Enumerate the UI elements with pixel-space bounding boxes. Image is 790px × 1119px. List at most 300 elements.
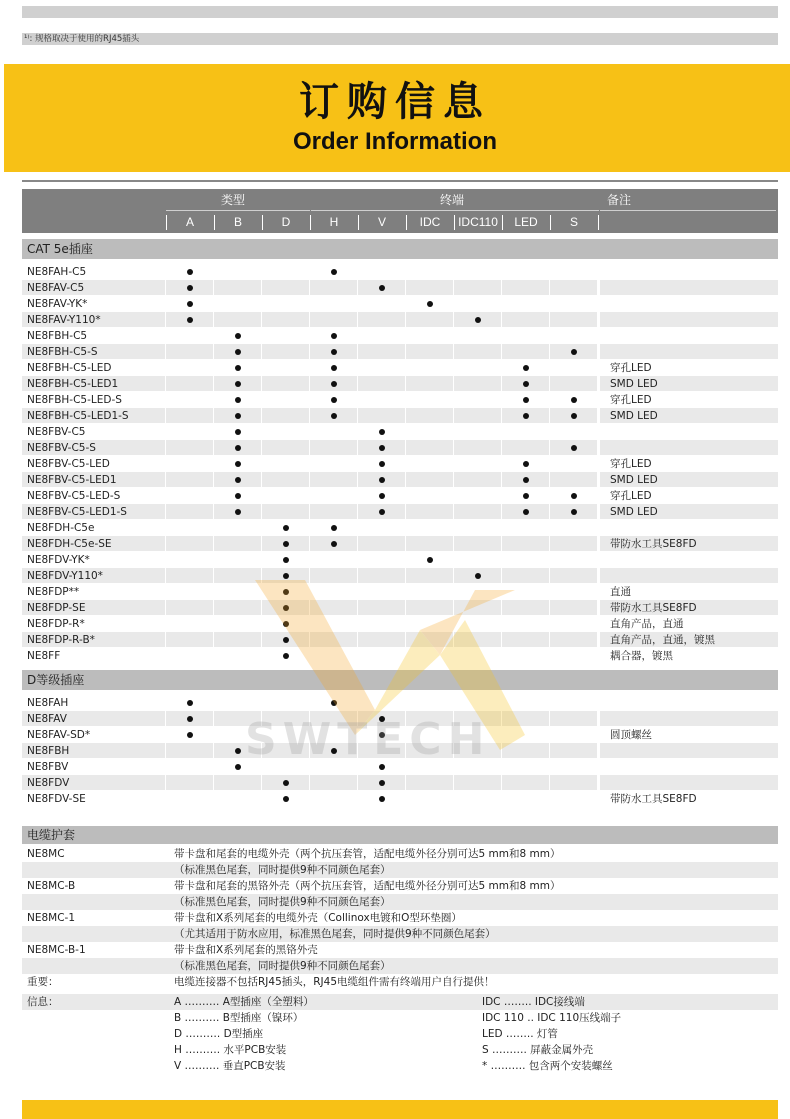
part-number: NE8FBV-C5-LED [27, 458, 110, 470]
feature-dot [379, 796, 385, 802]
feature-dot [379, 429, 385, 435]
cable-description: （标准黑色尾套，同时提供9种不同颜色尾套） [174, 864, 391, 876]
table-cell [310, 616, 357, 631]
table-row [22, 775, 778, 791]
table-cell [358, 552, 405, 567]
feature-dot [331, 700, 337, 706]
table-cell [550, 759, 597, 774]
table-cell [358, 584, 405, 599]
part-number: NE8FBH-C5-LED1 [27, 378, 119, 390]
row-note: 直角产品，直通，镀黑 [610, 634, 715, 646]
table-row [22, 360, 778, 376]
row-note: SMD LED [610, 474, 658, 486]
feature-dot [283, 653, 289, 659]
table-cell [166, 344, 213, 359]
feature-dot [571, 509, 577, 515]
feature-dot [523, 397, 529, 403]
part-number: NE8FBV-C5-LED-S [27, 490, 121, 502]
table-cell [262, 392, 309, 407]
feature-dot [571, 413, 577, 419]
table-cell [454, 344, 501, 359]
table-cell [166, 472, 213, 487]
table-cell [310, 600, 357, 615]
table-cell [406, 408, 453, 423]
part-number: NE8FDV-YK* [27, 554, 90, 566]
table-cell [406, 488, 453, 503]
cable-description: （标准黑色尾套，同时提供9种不同颜色尾套） [174, 896, 391, 908]
table-cell [454, 552, 501, 567]
feature-dot [283, 573, 289, 579]
table-cell [454, 360, 501, 375]
feature-dot [187, 301, 193, 307]
header-underline-termination [311, 210, 599, 211]
part-number: NE8FBV [27, 761, 69, 773]
column-header: D [281, 215, 291, 229]
cable-row [22, 926, 778, 942]
part-number: NE8FAV-C5 [27, 282, 85, 294]
table-cell [454, 328, 501, 343]
feature-dot [283, 557, 289, 563]
table-row [22, 456, 778, 472]
table-cell [310, 424, 357, 439]
table-cell [214, 568, 261, 583]
table-cell [502, 632, 549, 647]
feature-dot [571, 349, 577, 355]
feature-dot [187, 269, 193, 275]
table-cell [166, 424, 213, 439]
table-cell [454, 280, 501, 295]
table-cell [406, 775, 453, 790]
table-cell [358, 520, 405, 535]
feature-dot [379, 461, 385, 467]
table-cell [406, 392, 453, 407]
table-cell [166, 648, 213, 663]
bottom-banner [22, 1100, 778, 1119]
part-number: NE8FBV-C5-LED1-S [27, 506, 127, 518]
feature-dot [235, 493, 241, 499]
table-cell [550, 456, 597, 471]
table-cell [262, 695, 309, 710]
feature-dot [523, 381, 529, 387]
table-row [22, 584, 778, 600]
table-cell [406, 536, 453, 551]
table-cell [214, 584, 261, 599]
table-cell [550, 743, 597, 758]
legend-item: H ………. 水平PCB安装 [174, 1044, 287, 1056]
column-header: LED [514, 215, 538, 229]
table-cell [600, 775, 778, 790]
row-note: 圆顶螺丝 [610, 729, 652, 741]
feature-dot [235, 413, 241, 419]
table-cell [358, 392, 405, 407]
table-cell [406, 376, 453, 391]
part-number: NE8FDP-R* [27, 618, 85, 630]
table-cell [454, 536, 501, 551]
header-separator [262, 215, 263, 230]
header-separator [358, 215, 359, 230]
header-separator [454, 215, 455, 230]
table-cell [166, 584, 213, 599]
table-cell [454, 616, 501, 631]
table-cell [310, 568, 357, 583]
feature-dot [571, 397, 577, 403]
part-number: NE8FDP-R-B* [27, 634, 95, 646]
cable-description: 电缆连接器不包括RJ45插头，RJ45电缆组件需有终端用户自行提供！ [174, 976, 495, 988]
table-cell [454, 520, 501, 535]
table-cell [502, 552, 549, 567]
table-cell [406, 616, 453, 631]
cable-row [22, 878, 778, 894]
feature-dot [235, 333, 241, 339]
table-cell [406, 472, 453, 487]
feature-dot [235, 365, 241, 371]
table-cell [358, 376, 405, 391]
table-cell [502, 727, 549, 742]
table-cell [550, 296, 597, 311]
table-row [22, 424, 778, 440]
header-underline-type [166, 210, 310, 211]
table-cell [454, 600, 501, 615]
table-cell [550, 711, 597, 726]
feature-dot [235, 461, 241, 467]
table-cell [214, 616, 261, 631]
legend-item: IDC 110 .. IDC 110压线端子 [482, 1012, 622, 1024]
table-cell [600, 344, 778, 359]
table-cell [502, 296, 549, 311]
header-separator [550, 215, 551, 230]
table-row [22, 648, 778, 664]
table-cell [310, 296, 357, 311]
table-cell [550, 312, 597, 327]
table-cell [214, 536, 261, 551]
table-cell [358, 695, 405, 710]
part-number: NE8FDH-C5e-SE [27, 538, 112, 550]
table-cell [454, 791, 501, 806]
part-number: NE8FAH-C5 [27, 266, 87, 278]
cable-part-number: NE8MC-B-1 [27, 944, 86, 956]
cable-part-number: NE8MC-1 [27, 912, 76, 924]
table-cell [166, 536, 213, 551]
table-cell [262, 296, 309, 311]
table-row [22, 568, 778, 584]
row-note: 直角产品，直通 [610, 618, 684, 630]
feature-dot [523, 365, 529, 371]
table-cell [550, 536, 597, 551]
feature-dot [379, 477, 385, 483]
table-cell [166, 360, 213, 375]
table-cell [358, 408, 405, 423]
feature-dot [379, 780, 385, 786]
cable-row [22, 942, 778, 958]
table-cell [550, 568, 597, 583]
table-cell [550, 791, 597, 806]
table-row [22, 616, 778, 632]
cable-section-title: 电缆护套 [22, 826, 778, 844]
table-cell [310, 312, 357, 327]
legend-item: LED …….. 灯管 [482, 1028, 558, 1040]
table-row [22, 632, 778, 648]
feature-dot [235, 509, 241, 515]
feature-dot [187, 285, 193, 291]
feature-dot [235, 748, 241, 754]
row-note: 带防水工具SE8FD [610, 793, 697, 805]
table-cell [166, 743, 213, 758]
table-cell [262, 328, 309, 343]
column-header: IDC110 [458, 215, 498, 229]
table-cell [502, 600, 549, 615]
table-row [22, 472, 778, 488]
table-cell [262, 312, 309, 327]
table-cell [502, 775, 549, 790]
table-cell [454, 424, 501, 439]
table-cell [406, 568, 453, 583]
table-cell [166, 759, 213, 774]
part-number: NE8FAV [27, 713, 67, 725]
table-cell [406, 328, 453, 343]
table-cell [310, 472, 357, 487]
header-separator [502, 215, 503, 230]
table-cell [262, 440, 309, 455]
top-stripe [22, 6, 778, 18]
table-row [22, 328, 778, 344]
feature-dot [187, 700, 193, 706]
table-cell [358, 632, 405, 647]
table-cell [358, 264, 405, 279]
feature-dot [331, 381, 337, 387]
row-note: 直通 [610, 586, 631, 598]
table-cell [358, 536, 405, 551]
row-note: SMD LED [610, 506, 658, 518]
feature-dot [331, 525, 337, 531]
watermark-text: SWTECH [245, 714, 491, 765]
table-row [22, 376, 778, 392]
feature-dot [427, 301, 433, 307]
table-cell [166, 408, 213, 423]
table-cell [406, 360, 453, 375]
feature-dot [571, 493, 577, 499]
part-number: NE8FDV-Y110* [27, 570, 103, 582]
table-cell [262, 504, 309, 519]
table-cell [600, 312, 778, 327]
table-cell [214, 600, 261, 615]
table-cell [214, 695, 261, 710]
table-cell [502, 344, 549, 359]
table-cell [550, 360, 597, 375]
table-cell [214, 264, 261, 279]
table-cell [502, 743, 549, 758]
table-cell [166, 504, 213, 519]
table-cell [550, 584, 597, 599]
legend-item: V ………. 垂直PCB安装 [174, 1060, 286, 1072]
cable-description: 带卡盘和X系列尾套的黑铬外壳 [174, 944, 318, 956]
table-cell [454, 392, 501, 407]
table-cell [406, 584, 453, 599]
part-number: NE8FDV [27, 777, 70, 789]
table-cell [406, 504, 453, 519]
table-row [22, 296, 778, 312]
table-row [22, 520, 778, 536]
table-cell [502, 759, 549, 774]
part-number: NE8FBV-C5-LED1 [27, 474, 117, 486]
table-cell [358, 600, 405, 615]
table-cell [214, 520, 261, 535]
table-cell [454, 775, 501, 790]
table-cell [406, 791, 453, 806]
table-cell [550, 600, 597, 615]
legend-item: IDC …….. IDC接线端 [482, 996, 585, 1008]
cable-part-number: 重要： [27, 976, 59, 988]
table-cell [550, 280, 597, 295]
table-cell [406, 648, 453, 663]
table-cell [358, 296, 405, 311]
table-cell [406, 440, 453, 455]
table-cell [454, 456, 501, 471]
row-note: 穿孔LED [610, 394, 652, 406]
table-cell [166, 632, 213, 647]
cable-description: 带卡盘和尾套的电缆外壳（两个抗压套管，适配电缆外径分别可达5 mm和8 mm） [174, 848, 561, 860]
table-cell [550, 632, 597, 647]
row-note: 带防水工具SE8FD [610, 538, 697, 550]
row-note: 耦合器，镀黑 [610, 650, 673, 662]
table-cell [262, 456, 309, 471]
table-row [22, 695, 778, 711]
table-cell [310, 440, 357, 455]
table-cell [358, 360, 405, 375]
table-cell [166, 488, 213, 503]
table-cell [600, 695, 778, 710]
feature-dot [331, 269, 337, 275]
table-cell [406, 424, 453, 439]
table-cell [502, 520, 549, 535]
part-number: NE8FDV-SE [27, 793, 86, 805]
cable-description: （尤其适用于防水应用，标准黑色尾套，同时提供9种不同颜色尾套） [174, 928, 496, 940]
part-number: NE8FAV-Y110* [27, 314, 101, 326]
table-cell [550, 328, 597, 343]
part-number: NE8FBH [27, 745, 70, 757]
table-cell [502, 711, 549, 726]
table-cell [262, 408, 309, 423]
table-cell [310, 280, 357, 295]
feature-dot [331, 413, 337, 419]
feature-dot [523, 413, 529, 419]
section-title: CAT 5e插座 [22, 239, 778, 259]
table-cell [358, 568, 405, 583]
part-number: NE8FBV-C5 [27, 426, 86, 438]
header-separator [406, 215, 407, 230]
table-cell [550, 376, 597, 391]
table-cell [550, 520, 597, 535]
table-cell [600, 711, 778, 726]
row-note: SMD LED [610, 410, 658, 422]
part-number: NE8FBV-C5-S [27, 442, 96, 454]
feature-dot [235, 764, 241, 770]
table-cell [454, 408, 501, 423]
table-cell [502, 264, 549, 279]
table-cell [550, 552, 597, 567]
table-cell [166, 552, 213, 567]
table-cell [600, 264, 778, 279]
table-cell [262, 360, 309, 375]
footnote: ¹⁾: 规格取决于使用的RJ45插头 [24, 34, 140, 44]
row-note: 穿孔LED [610, 458, 652, 470]
table-cell [262, 472, 309, 487]
table-cell [454, 472, 501, 487]
table-cell [310, 488, 357, 503]
legend-item: D ………. D型插座 [174, 1028, 264, 1040]
row-note: SMD LED [610, 378, 658, 390]
header-separator [310, 215, 311, 230]
table-cell [358, 344, 405, 359]
cable-part-number: NE8MC-B [27, 880, 76, 892]
table-cell [454, 648, 501, 663]
column-header: S [569, 215, 578, 229]
table-cell [310, 775, 357, 790]
table-cell [166, 616, 213, 631]
feature-dot [523, 509, 529, 515]
table-cell [310, 584, 357, 599]
table-row [22, 312, 778, 328]
section-title: D等级插座 [22, 670, 778, 690]
table-cell [454, 440, 501, 455]
table-cell [214, 775, 261, 790]
cable-row [22, 910, 778, 926]
table-cell [262, 424, 309, 439]
table-cell [166, 775, 213, 790]
legend-label: 信息： [27, 996, 59, 1008]
table-cell [502, 616, 549, 631]
table-cell [262, 344, 309, 359]
table-cell [502, 312, 549, 327]
feature-dot [379, 509, 385, 515]
table-cell [310, 504, 357, 519]
feature-dot [235, 445, 241, 451]
feature-dot [523, 493, 529, 499]
feature-dot [235, 381, 241, 387]
table-cell [166, 600, 213, 615]
part-number: NE8FF [27, 650, 61, 662]
table-cell [310, 648, 357, 663]
table-cell [550, 648, 597, 663]
table-cell [166, 456, 213, 471]
table-row [22, 552, 778, 568]
table-cell [166, 392, 213, 407]
table-cell [406, 264, 453, 279]
table-cell [550, 695, 597, 710]
row-note: 带防水工具SE8FD [610, 602, 697, 614]
table-cell [502, 424, 549, 439]
feature-dot [283, 621, 289, 627]
legend-item: A ………. A型插座（全塑料） [174, 996, 314, 1008]
feature-dot [235, 397, 241, 403]
divider [22, 180, 778, 182]
table-cell [406, 520, 453, 535]
table-cell [406, 600, 453, 615]
table-cell [454, 488, 501, 503]
feature-dot [235, 477, 241, 483]
part-number: NE8FAV-SD* [27, 729, 91, 741]
cable-row [22, 894, 778, 910]
table-cell [550, 616, 597, 631]
feature-dot [331, 365, 337, 371]
feature-dot [187, 732, 193, 738]
table-cell [310, 456, 357, 471]
table-cell [262, 264, 309, 279]
legend-item: S ………. 屏蔽金属外壳 [482, 1044, 594, 1056]
table-cell [600, 280, 778, 295]
table-cell [406, 632, 453, 647]
table-row [22, 280, 778, 296]
table-cell [550, 775, 597, 790]
